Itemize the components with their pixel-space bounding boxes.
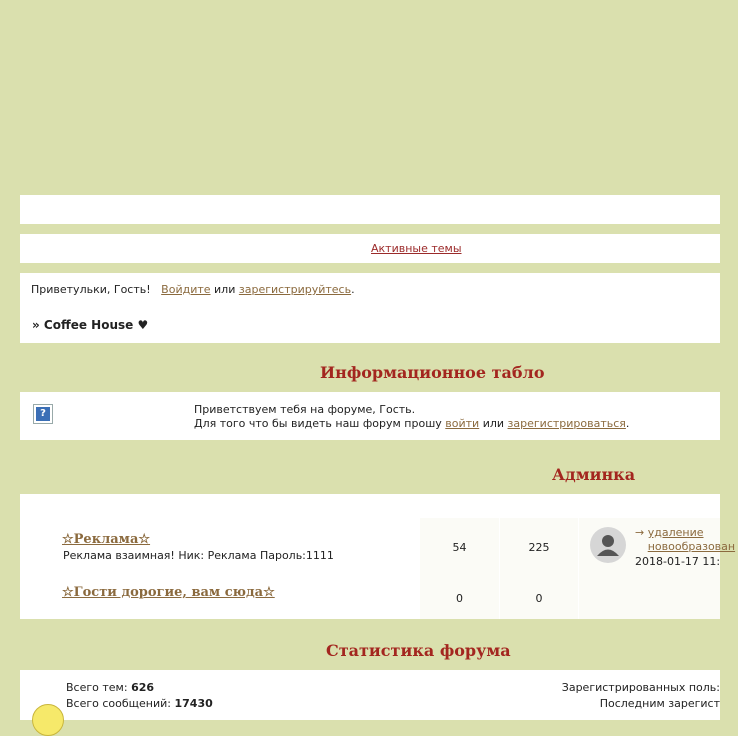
forum-title-link[interactable]: ☆Гости дорогие, вам сюда☆ bbox=[62, 585, 275, 600]
total-posts-line bbox=[66, 697, 213, 710]
admin-forums-panel bbox=[20, 494, 736, 619]
register-link[interactable]: зарегистрируйтесь bbox=[238, 283, 352, 296]
last-post-link-line bbox=[635, 526, 738, 554]
info-line-2 bbox=[194, 417, 629, 430]
forum-title-link[interactable]: ☆Реклама☆ bbox=[62, 532, 151, 547]
stats-panel bbox=[20, 670, 720, 720]
welcome-panel bbox=[20, 273, 720, 343]
info-line-1: Приветствуем тебя на форуме, Гость. bbox=[194, 403, 416, 416]
info-period-text: . bbox=[625, 417, 630, 430]
info-register-link[interactable]: зарегистрироваться bbox=[507, 417, 626, 430]
info-login-link[interactable]: войти bbox=[445, 417, 480, 430]
breadcrumb[interactable]: » Coffee House ♥ bbox=[32, 318, 149, 332]
welcome-line bbox=[31, 283, 355, 296]
header-strip bbox=[20, 195, 720, 224]
total-posts-value: 17430 bbox=[174, 697, 213, 710]
nav-bar bbox=[20, 234, 720, 263]
stats-title: Статистика форума bbox=[326, 641, 511, 660]
help-question-icon: ? bbox=[33, 404, 53, 424]
arrow-icon: → bbox=[635, 526, 645, 539]
info-or-text: или bbox=[482, 417, 505, 430]
last-post-date: 2018-01-17 11: bbox=[635, 555, 721, 568]
forum-topics-count: 0 bbox=[456, 592, 463, 605]
admin-section-title: Админка bbox=[552, 465, 636, 484]
period-text: . bbox=[351, 283, 355, 296]
default-user-avatar-icon bbox=[590, 527, 626, 563]
total-topics-value: 626 bbox=[131, 681, 155, 694]
login-link[interactable]: Войдите bbox=[161, 283, 211, 296]
total-posts-label: Всего сообщений: bbox=[66, 697, 171, 710]
info-board-panel bbox=[20, 392, 720, 440]
registered-users-label: Зарегистрированных поль: bbox=[561, 681, 720, 694]
greeting-text: Приветульки, Гость! bbox=[31, 283, 151, 296]
forum-posts-count: 0 bbox=[535, 592, 543, 605]
forum-topics-count: 54 bbox=[452, 541, 467, 554]
forum-posts-count: 225 bbox=[528, 541, 550, 554]
info-line-2-text: Для того что бы видеть наш форум прошу bbox=[194, 417, 442, 430]
last-post-title-link[interactable]: удаление новообразован bbox=[647, 526, 736, 553]
total-topics-label: Всего тем: bbox=[66, 681, 128, 694]
total-topics-line bbox=[66, 681, 154, 694]
last-registered-label: Последним зарегист bbox=[599, 697, 720, 710]
active-topics-link[interactable]: Активные темы bbox=[371, 242, 462, 255]
info-board-title: Информационное табло bbox=[320, 363, 545, 382]
or-text: или bbox=[214, 283, 236, 296]
stats-icon bbox=[32, 704, 64, 736]
forum-description: Реклама взаимная! Ник: Реклама Пароль:1111 bbox=[63, 549, 334, 562]
